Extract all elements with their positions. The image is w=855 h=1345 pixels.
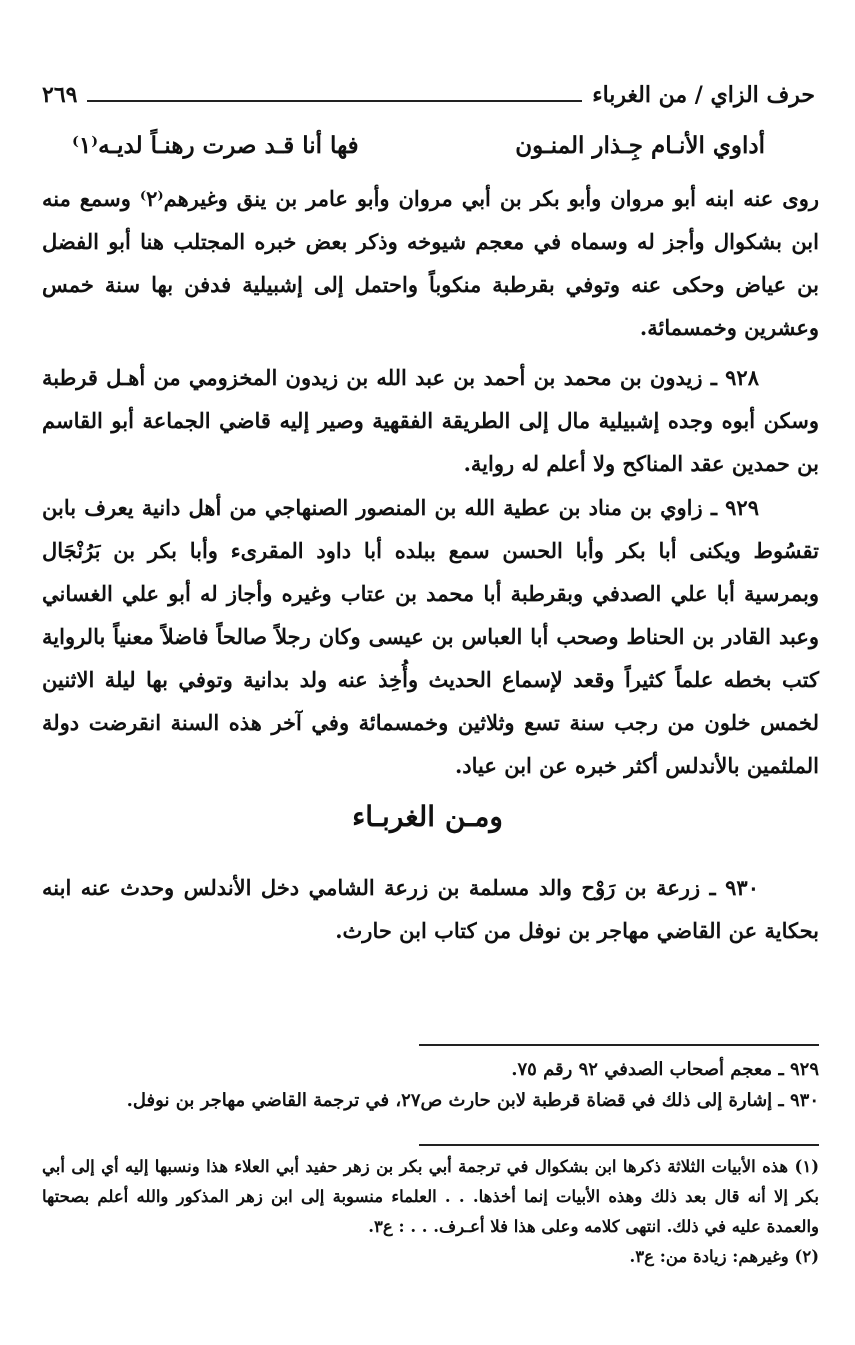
references-divider [419, 1044, 819, 1046]
reference-line: ٩٢٩ ـ معجم أصحاب الصدفي ٩٢ رقم ٧٥. [511, 1059, 819, 1080]
entry-928: ٩٢٨ ـ زيدون بن محمد بن أحمد بن عبد الله بن زيدون المخزومي من أهـل قرطبة وسكن أبوه وجده إشبيلية مال إلى الطريقة الفقهية وصير إليه قاضي الجماعة أبو القاسم بن حمدين عقد المناكح ولا أعلم له رواية. [42, 365, 819, 476]
source-references [42, 1054, 819, 1116]
entry-930: ٩٣٠ ـ زرعة بن رَوْح والد مسلمة بن زرعة الشامي دخل الأندلس وحدث عنه ابنه بحكاية عن القاضي مهاجر بن نوفل من كتاب ابن حارث. [42, 875, 819, 943]
verse-second-hemistich: فها أنا قـد صرت رهنـاً لديـه⁽١⁾ [72, 132, 359, 159]
chapter-title: حرف الزاي / من الغرباء [592, 82, 815, 108]
page-number: ٢٦٩ [42, 82, 78, 108]
running-header [42, 78, 815, 112]
footnote-1: (١) هذه الأبيات الثلاثة ذكرها ابن بشكوال في ترجمة أبي بكر بن زهر حفيد أبي العلاء هذا ونسبها إليه أي إلى أبي بكر إلا أنه قال بعد ذلك وهذه الأبيات إنما أخذها. . . العلماء منسوبة إلى ابن زهر المذكور والله أعلم بصحتها والعمدة عليه في ذلك. انتهى كلامه وعلى هذا فلا أعـرف. . . : ع٣. [42, 1157, 819, 1236]
footnote-2: (٢) وغيرهم: زيادة من: ع٣. [629, 1247, 819, 1266]
poem-verse [72, 132, 765, 159]
entry-929: ٩٢٩ ـ زاوي بن مناد بن عطية الله بن المنصور الصنهاجي من أهل دانية يعرف بابن تقسُوط ويكنى أبا بكر وأبا الحسن سمع ببلده أبا داود المقرىء وأبا بكر بن بَرُنْجَال وبمرسية أبا علي الصدفي وبقرطبة أبا محمد بن عتاب وغيره وأجاز له أبو علي الغساني وعبد القادر بن الحناط وصحب أبا العباس بن عيسى وكان رجلاً صالحاً فاضلاً معنياً بالرواية كتب بخطه علماً كثيراً وقعد لإسماع الحديث وأُخِذ عنه ولد بدانية وتوفي بها ليلة الاثنين لخمس خلون من رجب سنة تسع وثلاثين وخمسمائة وفي آخر هذه السنة انقرضت دولة الملثمين بالأندلس أكثر خبره عن ابن عياد. [42, 495, 819, 778]
footnotes-divider [419, 1144, 819, 1146]
header-rule [87, 100, 582, 102]
footnotes [42, 1152, 819, 1272]
reference-line: ٩٣٠ ـ إشارة إلى ذلك في قضاة قرطبة لابن حارث ص٢٧، في ترجمة القاضي مهاجر بن نوفل. [126, 1090, 819, 1111]
verse-first-hemistich: أداوي الأنـام جِـذار المنـون [515, 132, 765, 159]
section-heading: ومـن الغربـاء [352, 800, 503, 833]
paragraph-continuation: روى عنه ابنه أبو مروان وأبو بكر بن أبي مروان وأبو عامر بن ينق وغيرهم⁽٢⁾ وسمع منه ابن بشكوال وأجز له وسماه في معجم شيوخه وذكر بعض خبره المجتلب هنا أبو الفضل بن عياض وحكى عنه وتوفي بقرطبة منكوباً واحتمل إلى إشبيلية فدفن بها سنة خمس وعشرين وخمسمائة. [42, 186, 819, 340]
